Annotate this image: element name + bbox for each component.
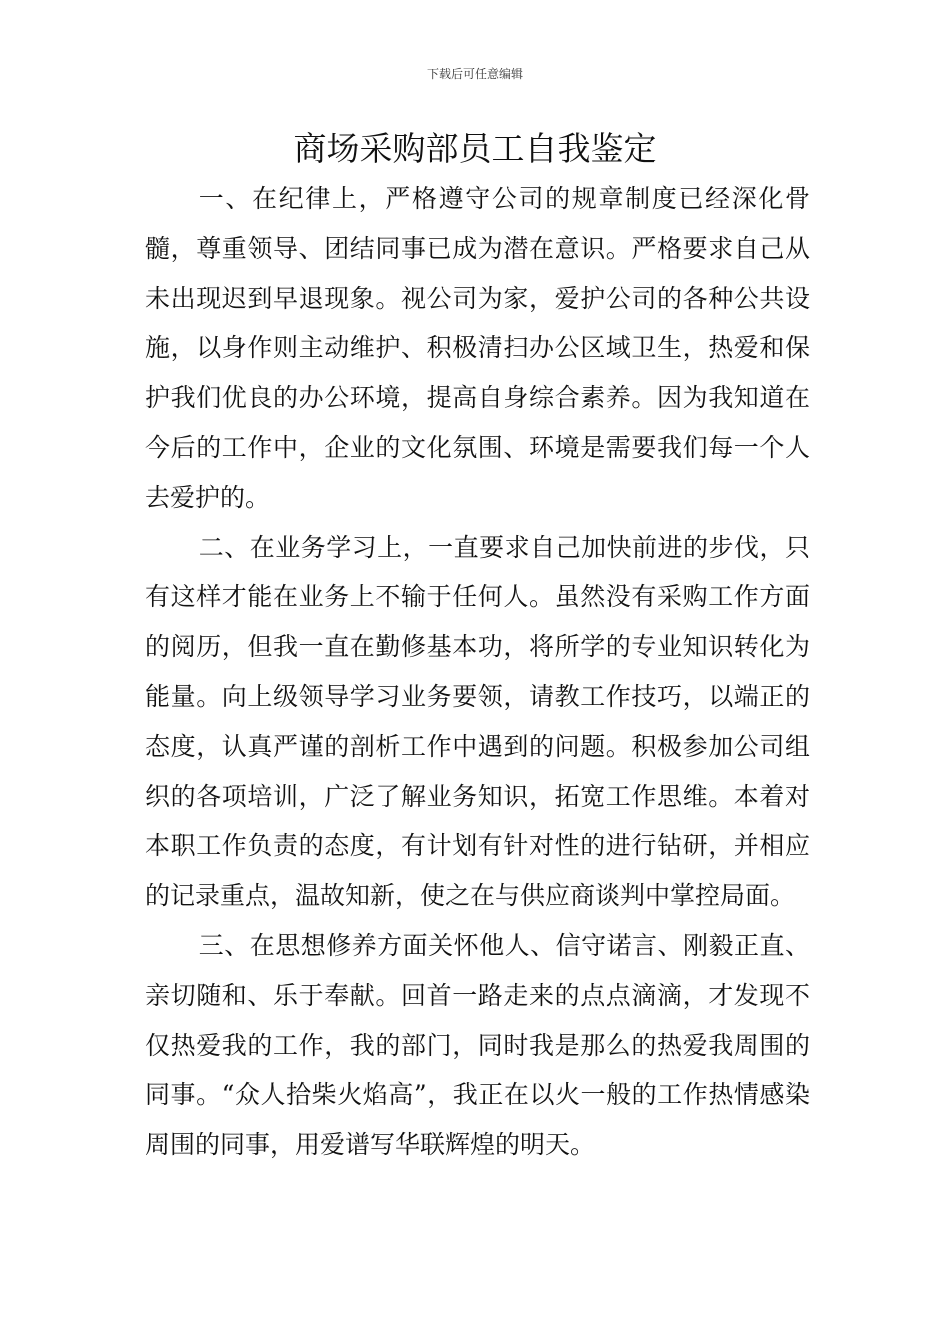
header-note: 下载后可任意编辑 <box>426 67 523 81</box>
paragraph-business-study: 二、在业务学习上，一直要求自己加快前进的步伐，只有这样才能在业务上不输于任何人。虽然没有采购工作方面的阅历，但我一直在勤修基本功，将所学的专业知识转化为能量。向上级领导学习业务要领，请教工作技巧，以端正的态度，认真严谨的剖析工作中遇到的问题。积极参加公司组织的各项培训，广泛了解业务知识，拓宽工作思维。本着对本职工作负责的态度，有计划有针对性的进行钻研，并相应的记录重点，温故知新，使之在与供应商谈判中掌控局面。 <box>145 532 810 911</box>
document-body <box>145 174 810 1170</box>
paragraph-ideological-cultivation: 三、在思想修养方面关怀他人、信守诺言、刚毅正直、亲切随和、乐于奉献。回首一路走来的点点滴滴，才发现不仅热爱我的工作，我的部门，同时我是那么的热爱我周围的同事。“众人拾柴火焰高”，我正在以火一般的工作热情感染周围的同事，用爱谱写华联辉煌的明天。 <box>145 930 810 1160</box>
document-title: 商场采购部员工自我鉴定 <box>293 129 657 168</box>
paragraph-discipline: 一、在纪律上，严格遵守公司的规章制度已经深化骨髓，尊重领导、团结同事已成为潜在意识。严格要求自己从未出现迟到早退现象。视公司为家，爱护公司的各种公共设施，以身作则主动维护、积极清扫办公区域卫生，热爱和保护我们优良的办公环境，提高自身综合素养。因为我知道在今后的工作中，企业的文化氛围、环境是需要我们每一个人去爱护的。 <box>145 184 810 512</box>
